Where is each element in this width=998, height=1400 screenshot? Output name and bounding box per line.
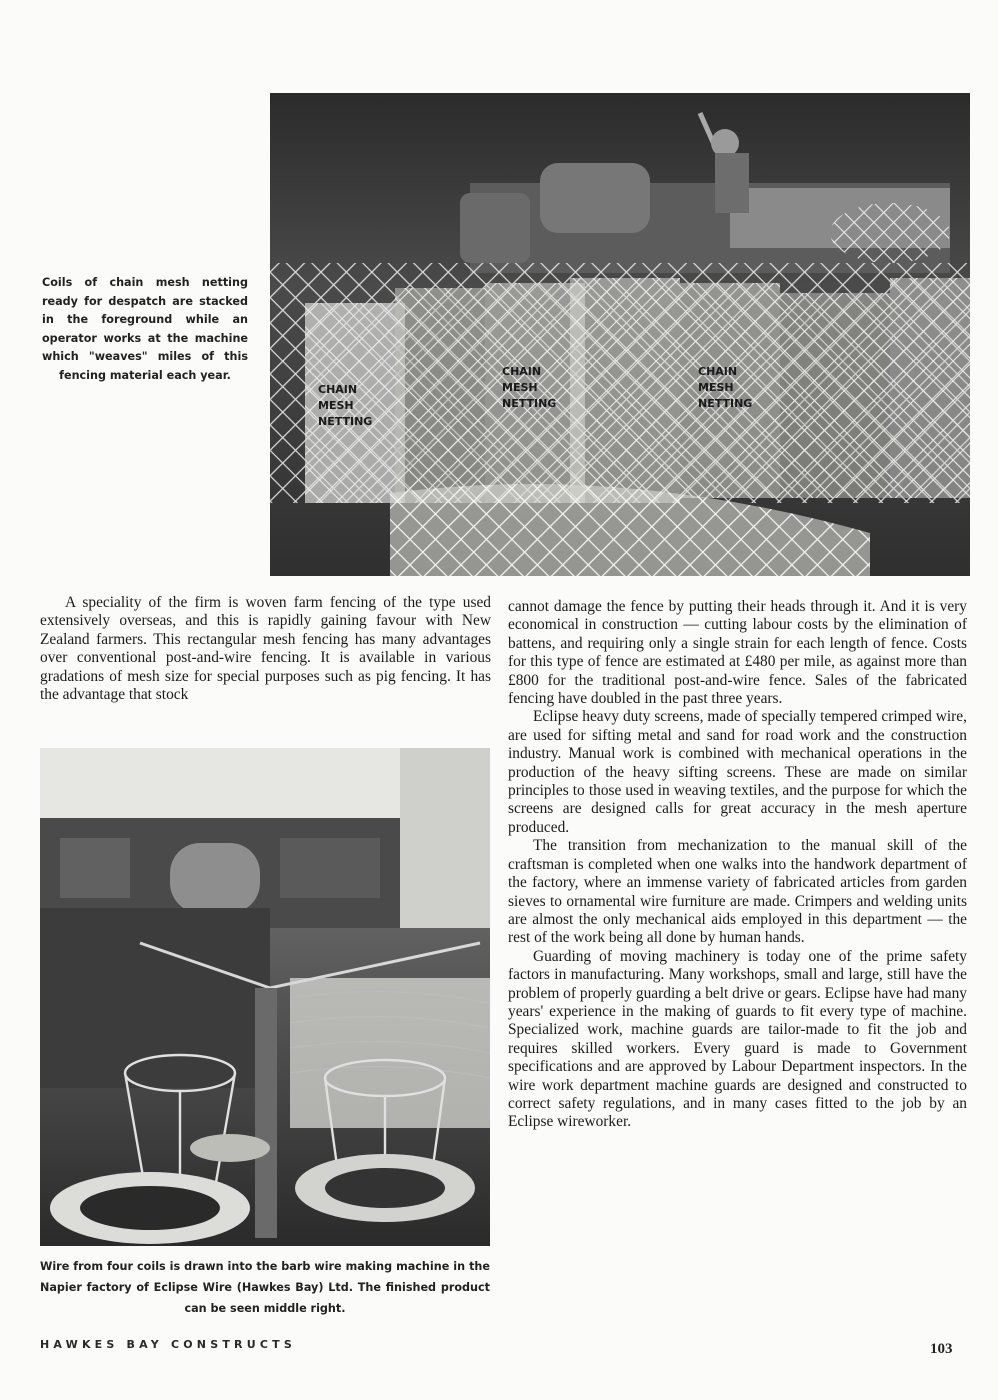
bottom-photo-caption: Wire from four coils is drawn into the barb wire making machine in the Napier factory of Eclipse Wire (Hawkes Bay) Ltd. The finished product can be seen middle right. — [40, 1260, 490, 1315]
body-paragraph-right-1: Eclipse heavy duty screens, made of specially tempered crimped wire, are used for sifting metal and sand for road work and the construction industry. Manual work is combined with mechanical operations in the production of the heavy sifting screens. These are made on similar principles to those used in weaving textiles, and the purpose for which the screens are designed calls for great accuracy in the mesh aperture produced. — [508, 708, 967, 836]
bag-label-3-line-3: NETTING — [698, 397, 753, 410]
body-column-right — [508, 598, 967, 1132]
barb-wire-machine-photo — [40, 748, 490, 1246]
bag-label-2-line-1: CHAIN — [502, 365, 542, 378]
chain-mesh-photo-image — [270, 93, 970, 576]
barb-wire-machine-photo-image — [40, 748, 490, 1246]
bag-label-2-line-3: NETTING — [502, 397, 557, 410]
body-column-left — [40, 594, 491, 704]
bag-label-1-line-2: MESH — [318, 399, 354, 412]
page-number: 103 — [930, 1341, 953, 1357]
bag-label-1-line-1: CHAIN — [318, 383, 358, 396]
body-paragraph-right-3: Guarding of moving machinery is today one of the prime safety factors in manufacturing. Many workshops, small and large, still have the problem of properly guarding a belt drive or gears. Eclipse have had many years' experience in the making of guards to fit every type of machine. Specialized work, machine guards are tailor-made to fit the job and requires skilled workers. Every guard is made to Government specifications and are approved by Labour Department inspectors. In the wire work department machine guards are designed and constructed to correct safety regulations, and in many cases fitted to the job by an Eclipse wireworker. — [508, 947, 967, 1131]
publication-footer: HAWKES BAY CONSTRUCTS — [40, 1338, 296, 1351]
body-paragraph-left-1: A speciality of the firm is woven farm fencing of the type used extensively overseas, and this is rapidly gaining favour with New Zealand farmers. This rectangular mesh fencing has many advantages over conventional post-and-wire fencing. It is available in various gradations of mesh size for special purposes such as pig fencing. It has the advantage that stock — [40, 594, 491, 704]
bag-label-3-line-2: MESH — [698, 381, 734, 394]
body-paragraph-continuation: cannot damage the fence by putting their heads through it. And it is very economical in construction — cutting labour costs by the elimination of battens, and requiring only a single strain for each length of fence. Costs for this type of fence are estimated at £480 per mile, as against more than £800 for the traditional post-and-wire fence. Sales of the fabricated fencing have doubled in the past three years. — [508, 598, 967, 708]
chain-mesh-photo — [270, 93, 970, 576]
body-paragraph-right-2: The transition from mechanization to the manual skill of the craftsman is completed when one walks into the handwork department of the factory, where an immense variety of fabricated articles from garden sieves to ornamental wire furniture are made. Crimpers and welding units are almost the only mechanical aids employed in this department — the rest of the work being all done by human hands. — [508, 837, 967, 947]
bag-label-1-line-3: NETTING — [318, 415, 373, 428]
bag-label-3-line-1: CHAIN — [698, 365, 738, 378]
bag-label-2-line-2: MESH — [502, 381, 538, 394]
top-photo-caption: Coils of chain mesh netting ready for despatch are stacked in the foreground while an operator works at the machine which "weaves" miles of this fencing material each year. — [42, 276, 248, 382]
